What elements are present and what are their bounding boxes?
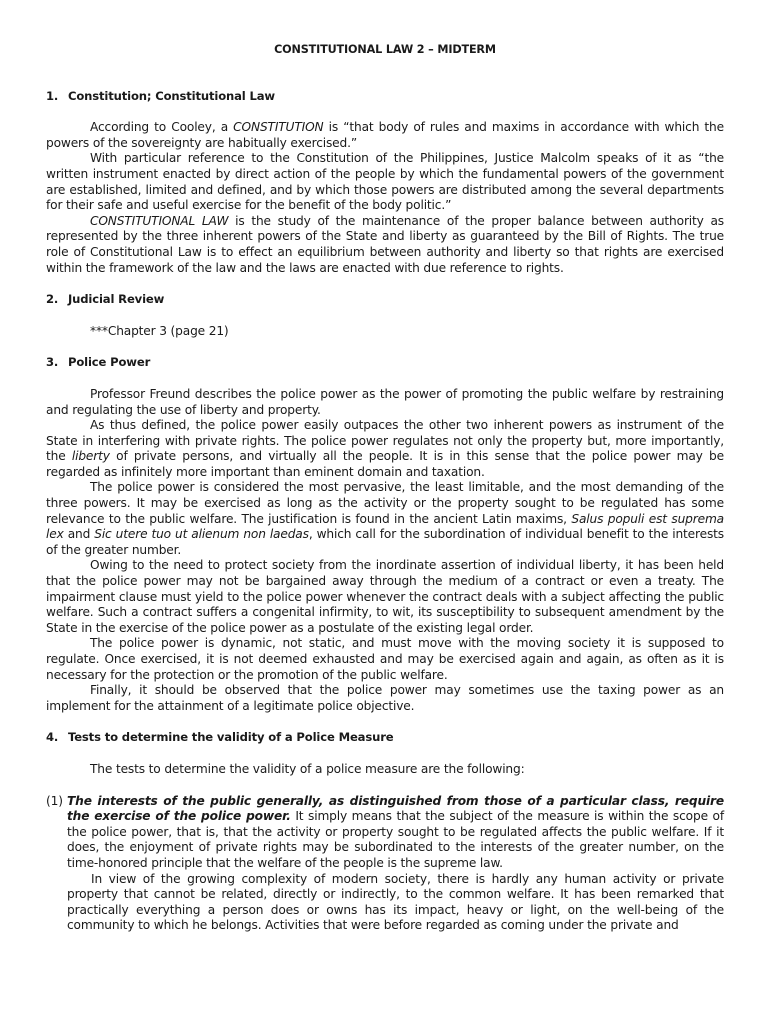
document-title: CONSTITUTIONAL LAW 2 – MIDTERM (274, 43, 496, 56)
section-police-power (46, 355, 724, 714)
paragraph: The police power is dynamic, not static, and must move with the moving society it is supposed to regulate. Once exercised, it is not deemed exhausted and may be exercised again and again, as often as it is necessary for the protection or the promotion of the public welfare. (46, 636, 724, 682)
paragraph: Professor Freund describes the police power as the power of promoting the public welfare by restraining and regulating the use of liberty and property. (46, 386, 724, 417)
section-number: 1. (46, 88, 59, 103)
list-item (46, 794, 724, 934)
section-number: 3. (46, 355, 59, 370)
section-constitution (46, 89, 724, 277)
paragraph: The tests to determine the validity of a police measure are the following: (90, 761, 525, 776)
section-title: Constitution; Constitutional Law (68, 88, 275, 103)
section-title: Judicial Review (68, 292, 165, 307)
section-heading (46, 730, 724, 746)
list-item-body (67, 794, 724, 934)
section-title: Tests to determine the validity of a Police Measure (68, 730, 394, 745)
paragraph: With particular reference to the Constitution of the Philippines, Justice Malcolm speaks of it as “the written instrument enacted by direct action of the people by which the fundamental powers of the government are established, limited and defined, and by which those powers are distributed among the several departments for their safe and useful exercise for the benefit of the body politic.” (46, 151, 724, 213)
paragraph: Finally, it should be observed that the police power may sometimes use the taxing power as an implement for the attainment of a legitimate police objective. (46, 683, 724, 713)
paragraph: The interests of the public generally, as distinguished from those of a particular class, require the exercise of the police power. It simply means that the subject of the measure is within the scope of the police power, that is, that the activity or property sought to be regulated affects the public welfare. If it does, the enjoyment of private rights may be subordinated to the interests of the greater number, on the time-honored principle that the welfare of the people is the supreme law. (67, 793, 724, 870)
section-number: 4. (46, 730, 59, 745)
section-tests (46, 730, 724, 934)
paragraph: ***Chapter 3 (page 21) (90, 323, 229, 338)
paragraph: As thus defined, the police power easily outpaces the other two inherent powers as instrument of the State in interfering with private rights. The police power regulates not only the property but, more importantly, the liberty of private persons, and virtually all the people. It is in this sense that the police power may be regarded as infinitely more important than eminent domain and taxation. (46, 418, 724, 479)
paragraph: Owing to the need to protect society from the inordinate assertion of individual liberty, it has been held that the police power may not be bargained away through the medium of a contract or even a treaty. The impairment clause must yield to the police power whenever the contract deals with a subject affecting the public welfare. Such a contract suffers a congenital infirmity, to wit, its susceptibility to subsequent amendment by the State in the exercise of the police power as a postulate of the existing legal order. (46, 558, 724, 635)
section-number: 2. (46, 292, 59, 307)
list-item-label: (1) (46, 793, 63, 808)
section-heading (46, 89, 724, 105)
section-heading (46, 355, 724, 371)
paragraph: The police power is considered the most pervasive, the least limitable, and the most demanding of the three powers. It may be exercised as long as the activity or the property sought to be regulated has some relevance to the public welfare. The justification is found in the ancient Latin maxims, Salus populi est suprema lex and Sic utere tuo ut alienum non laedas, which call for the subordination of individual benefit to the interests of the greater number. (46, 480, 724, 557)
paragraph: CONSTITUTIONAL LAW is the study of the maintenance of the proper balance between authority as represented by the three inherent powers of the State and liberty as guaranteed by the Bill of Rights. The true role of Constitutional Law is to effect an equilibrium between authority and liberty so that rights are exercised within the framework of the law and the laws are enacted with due reference to rights. (46, 213, 724, 275)
section-title: Police Power (68, 355, 151, 370)
paragraph: According to Cooley, a CONSTITUTION is “that body of rules and maxims in accordance with which the powers of the sovereignty are habitually exercised.” (46, 120, 724, 150)
section-heading (46, 292, 724, 308)
paragraph: In view of the growing complexity of modern society, there is hardly any human activity or private property that cannot be related, directly or indirectly, to the common welfare. It has been remarked that practically everything a person does or owns has its impact, heavy or light, on the well-being of the community to which he belongs. Activities that were before regarded as coming under the private and (67, 871, 724, 933)
section-judicial-review (46, 292, 724, 339)
